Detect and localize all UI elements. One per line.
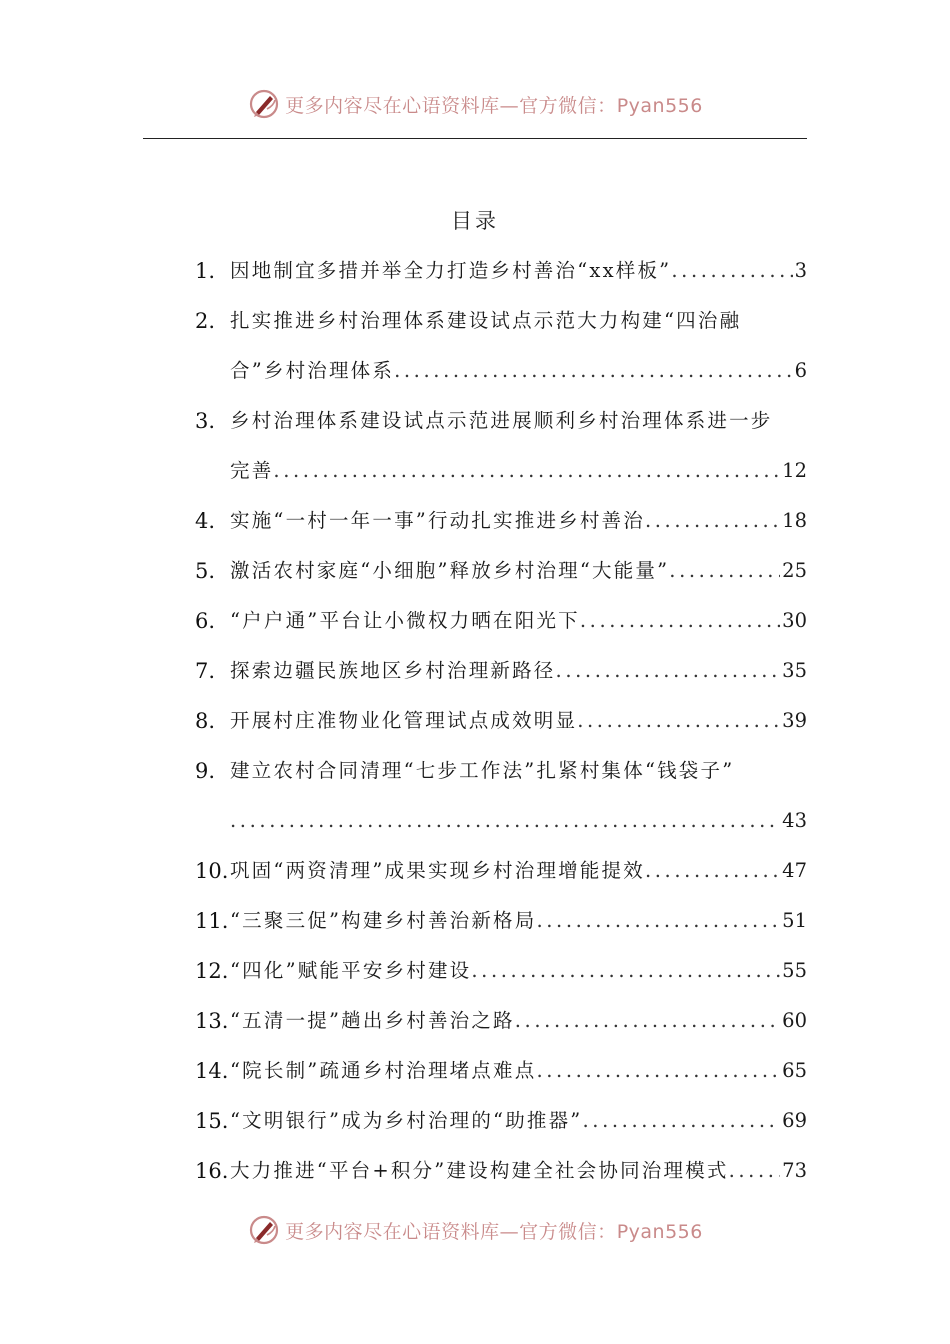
toc-page-number: 25	[782, 559, 807, 582]
toc-line-body	[230, 246, 807, 296]
toc-line-body	[230, 646, 807, 696]
toc-entry[interactable]	[195, 696, 807, 746]
toc-entry-number: 2.	[195, 309, 216, 333]
toc-entry-number: 4.	[195, 509, 216, 533]
toc-line-body	[230, 1096, 807, 1146]
toc-page-number: 30	[782, 609, 807, 632]
toc-entry[interactable]	[195, 946, 807, 996]
toc-line-body	[230, 546, 807, 596]
toc-dot-leader	[471, 946, 780, 996]
toc-line-body	[230, 1046, 807, 1096]
toc-entry-title: “三聚三促”构建乡村善治新格局	[230, 909, 537, 932]
toc-entry-number: 13.	[195, 1009, 229, 1033]
toc-line	[195, 796, 807, 846]
toc-dot-leader	[556, 646, 781, 696]
toc-entry[interactable]	[195, 646, 807, 696]
toc-page-number: 18	[782, 509, 807, 532]
toc-entry-title: “院长制”疏通乡村治理堵点难点	[230, 1059, 537, 1082]
toc-line-body	[230, 946, 807, 996]
toc-line	[195, 846, 807, 896]
toc-entry[interactable]	[195, 896, 807, 946]
toc-line	[195, 1096, 807, 1146]
toc-page-number: 47	[782, 859, 807, 882]
toc-entry-title: 探索边疆民族地区乡村治理新路径	[230, 659, 556, 682]
toc-entry-number: 5.	[195, 559, 216, 583]
toc-line	[195, 946, 807, 996]
toc-line	[195, 896, 807, 946]
toc-title: 目录	[451, 209, 499, 233]
toc-line	[195, 296, 807, 346]
toc-page-number: 3	[794, 259, 807, 282]
toc-entry[interactable]	[195, 496, 807, 546]
toc-line-body	[230, 996, 807, 1046]
toc-entry-title: 乡村治理体系建设试点示范进展顺利乡村治理体系进一步	[230, 409, 773, 432]
toc-dot-leader	[536, 1046, 780, 1096]
toc-entry[interactable]	[195, 246, 807, 296]
toc-entry[interactable]	[195, 1146, 807, 1196]
toc-entry-number: 11.	[195, 909, 229, 933]
toc-entry[interactable]	[195, 296, 807, 396]
toc-page-number: 60	[782, 1009, 807, 1032]
toc-entry-title: 建立农村合同清理“七步工作法”扎紧村集体“钱袋子”	[230, 759, 735, 782]
toc-entry-title: 大力推进“平台+积分”建设构建全社会协同治理模式	[230, 1159, 729, 1182]
toc-line	[195, 546, 807, 596]
toc-line-body	[230, 346, 807, 396]
pen-logo-icon	[247, 87, 281, 121]
toc-line-body	[230, 446, 807, 496]
toc-line-body	[230, 846, 807, 896]
header-banner	[0, 84, 950, 124]
toc-dot-leader	[580, 596, 780, 646]
banner-separator: —	[499, 1220, 520, 1243]
toc-line-body	[230, 796, 807, 846]
toc-page-number: 65	[782, 1059, 807, 1082]
pen-logo-icon	[247, 1213, 281, 1247]
toc-entry[interactable]	[195, 546, 807, 596]
toc-entry-title: “户户通”平台让小微权力晒在阳光下	[230, 609, 580, 632]
toc-dot-leader	[394, 346, 793, 396]
toc-dot-leader	[729, 1146, 781, 1196]
toc-dot-leader	[515, 996, 780, 1046]
toc-dot-leader	[671, 246, 792, 296]
toc-dot-leader	[669, 546, 780, 596]
toc-line	[195, 446, 807, 496]
toc-entry-number: 12.	[195, 959, 229, 983]
banner-slogan: 更多内容尽在心语资料库	[285, 1220, 500, 1243]
banner-text	[285, 1217, 703, 1244]
toc-entry-number: 14.	[195, 1059, 229, 1083]
banner-separator: —	[499, 94, 520, 117]
toc-dot-leader	[230, 796, 780, 846]
toc-entry-title: 激活农村家庭“小细胞”释放乡村治理“大能量”	[230, 559, 670, 582]
toc-entry[interactable]	[195, 846, 807, 896]
toc-entry-number: 9.	[195, 759, 216, 783]
toc-line	[195, 996, 807, 1046]
banner-wechat-label: 官方微信：	[519, 1220, 617, 1243]
toc-entry-title: “文明银行”成为乡村治理的“助推器”	[230, 1109, 583, 1132]
toc-entry-number: 3.	[195, 409, 216, 433]
toc-page-number: 12	[782, 459, 807, 482]
toc-entry[interactable]	[195, 1096, 807, 1146]
banner-slogan: 更多内容尽在心语资料库	[285, 94, 500, 117]
toc-line	[195, 246, 807, 296]
toc-entry-number: 8.	[195, 709, 216, 733]
banner-wechat-id: Pyan556	[616, 1220, 703, 1243]
toc-entry-title: “四化”赋能平安乡村建设	[230, 959, 472, 982]
toc-page-number: 43	[782, 809, 807, 832]
toc-entry-title: 实施“一村一年一事”行动扎实推进乡村善治	[230, 509, 645, 532]
toc-page-number: 39	[782, 709, 807, 732]
toc-line	[195, 696, 807, 746]
toc-entry-number: 1.	[195, 259, 216, 283]
toc-entry-title: 完善	[230, 459, 274, 482]
toc-entry[interactable]	[195, 746, 807, 846]
toc-dot-leader	[536, 896, 780, 946]
toc-entry-number: 10.	[195, 859, 229, 883]
toc-line-body	[230, 496, 807, 546]
toc-line	[195, 346, 807, 396]
toc-page-number: 73	[782, 1159, 807, 1182]
toc-dot-leader	[645, 846, 780, 896]
toc-page-number: 6	[794, 359, 807, 382]
toc-entry-title: “五清一提”趟出乡村善治之路	[230, 1009, 515, 1032]
toc-line	[195, 396, 807, 446]
toc-line	[195, 496, 807, 546]
toc-line-body	[230, 696, 807, 746]
toc-line-body	[230, 396, 807, 446]
banner-wechat-label: 官方微信：	[519, 94, 617, 117]
toc-entry-title: 因地制宜多措并举全力打造乡村善治“xx样板”	[230, 259, 672, 282]
toc-line	[195, 596, 807, 646]
banner-wechat-id: Pyan556	[616, 94, 703, 117]
toc-entry[interactable]	[195, 1046, 807, 1096]
toc-line-body	[230, 1146, 807, 1196]
banner-text	[285, 91, 703, 118]
toc-line	[195, 646, 807, 696]
toc-dot-leader	[582, 1096, 780, 1146]
toc-line-body	[230, 746, 807, 796]
toc-entry-number: 15.	[195, 1109, 229, 1133]
toc-entry-number: 7.	[195, 659, 216, 683]
toc-line-body	[230, 896, 807, 946]
toc-entry-title: 合”乡村治理体系	[230, 359, 395, 382]
toc-entry[interactable]	[195, 996, 807, 1046]
header-divider	[143, 138, 807, 139]
toc-entry-title: 巩固“两资清理”成果实现乡村治理增能提效	[230, 859, 645, 882]
toc-line	[195, 1146, 807, 1196]
toc-entry-number: 6.	[195, 609, 216, 633]
toc-page-number: 51	[782, 909, 807, 932]
toc-entry-title: 开展村庄准物业化管理试点成效明显	[230, 709, 578, 732]
toc-dot-leader	[577, 696, 780, 746]
toc-line	[195, 1046, 807, 1096]
toc-entry[interactable]	[195, 396, 807, 496]
toc-entry-number: 16.	[195, 1159, 229, 1183]
toc-line	[195, 746, 807, 796]
toc-page-number: 55	[782, 959, 807, 982]
toc-dot-leader	[645, 496, 780, 546]
toc-line-body	[230, 296, 807, 346]
toc-page-number: 69	[782, 1109, 807, 1132]
toc-line-body	[230, 596, 807, 646]
toc-entry-title: 扎实推进乡村治理体系建设试点示范大力构建“四治融	[230, 309, 742, 332]
table-of-contents	[195, 246, 807, 1196]
footer-banner	[0, 1210, 950, 1250]
toc-dot-leader	[273, 446, 780, 496]
toc-page-number: 35	[782, 659, 807, 682]
toc-entry[interactable]	[195, 596, 807, 646]
